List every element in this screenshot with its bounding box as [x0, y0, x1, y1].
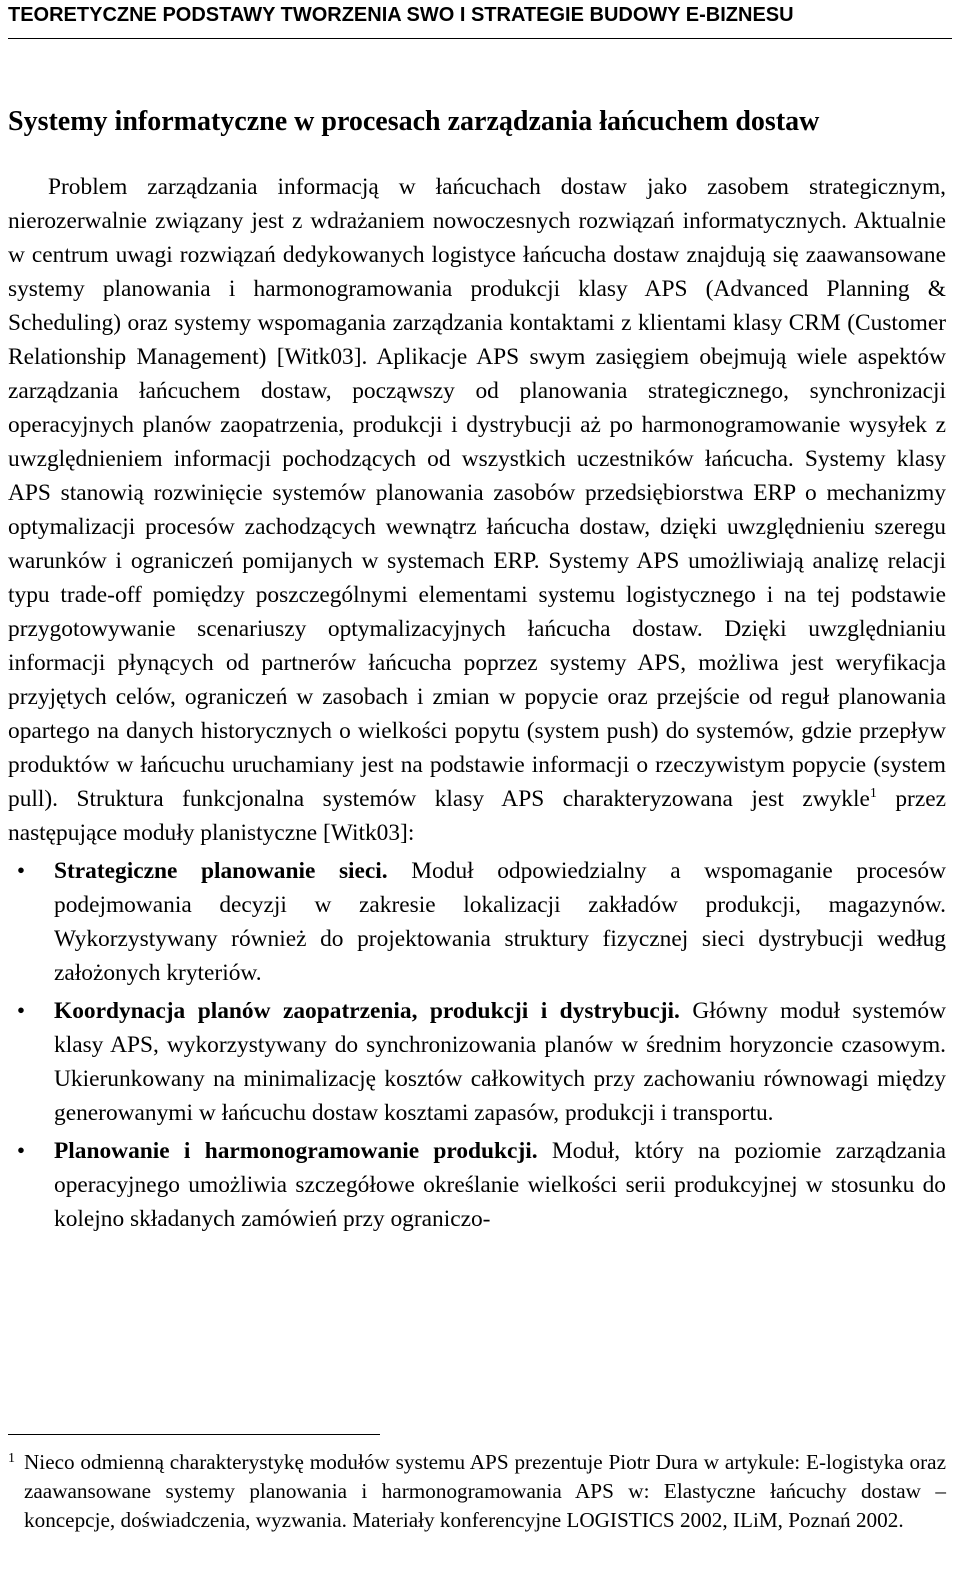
bullet-icon: •	[16, 858, 26, 884]
paragraph-text-continued: przez następujące moduły planistyczne [Witk03]:	[8, 786, 946, 846]
list-item-description: Główny moduł systemów klasy APS, wykorzystywany do synchronizowania planów w średnim horyzoncie czasowym. Ukierunkowany na minimalizację kosztów całkowitych przy zachowaniu równowagi między generowanymi w łańcuchu dostaw kosztami zapasów, produkcji i transportu.	[54, 998, 946, 1126]
list-item-description: Moduł odpowiedzialny a wspomaganie procesów podejmowania decyzji w zakresie lokalizacji zakładów produkcji, magazynów. Wykorzystywany również do projektowania struktury fizycznej sieci dystrybucji według założonych kryteriów.	[54, 858, 947, 986]
list-item	[8, 994, 946, 1130]
body-text	[8, 170, 946, 1236]
header-rule	[8, 38, 952, 39]
list-item-title: Planowanie i harmonogramowanie produkcji.	[54, 1138, 538, 1164]
section-heading: Systemy informatyczne w procesach zarządzania łańcuchem dostaw	[8, 106, 820, 137]
footnote-separator	[8, 1434, 380, 1435]
bullet-icon: •	[16, 998, 26, 1024]
body-paragraph	[8, 170, 946, 850]
list-item-title: Koordynacja planów zaopatrzenia, produkcji i dystrybucji.	[54, 998, 680, 1024]
paragraph-text: Problem zarządzania informacją w łańcuchach dostaw jako zasobem strategicznym, nierozerwalnie związany jest z wdrażaniem nowoczesnych rozwiązań informatycznych. Aktualnie w centrum uwagi rozwiązań dedykowanych logistyce łańcucha dostaw znajdują się zaawansowane systemy planowania i harmonogramowania produkcji klasy APS (Advanced Planning & Scheduling) oraz systemy wspomagania zarządzania kontaktami z klientami klasy CRM (Customer Relationship Management) [Witk03]. Aplikacje APS swym zasięgiem obejmują wiele aspektów zarządzania łańcuchem dostaw, począwszy od planowania strategicznego, synchronizacji operacyjnych planów zaopatrzenia, produkcji i dystrybucji aż po harmonogramowanie wysyłek z uwzględnieniem informacji pochodzących od wszystkich uczestników łańcucha. Systemy klasy APS stanowią rozwinięcie systemów planowania zasobów przedsiębiorstwa ERP o mechanizmy optymalizacji procesów zachodzących wewnątrz łańcucha dostaw, dzięki uwzględnieniu szeregu warunków i ograniczeń pomijanych w systemach ERP. Systemy APS umożliwiają analizę relacji typu trade-off pomiędzy poszczególnymi elementami systemu logistycznego i na tej podstawie przygotowywanie scenariuszy optymalizacyjnych łańcucha dostaw. Dzięki uwzględnianiu informacji płynących od partnerów łańcucha poprzez systemy APS, możliwa jest weryfikacja przyjętych celów, ograniczeń w zasobach i zmian w popycie oraz przejście od reguł planowania opartego na danych historycznych o wielkości popytu (system push) do systemów, gdzie przepływ produktów w łańcuchu uruchamiany jest na podstawie informacji o rzeczywistym popycie (system pull). Struktura funkcjonalna systemów klasy APS charakteryzowana jest zwykle	[8, 174, 946, 812]
footnote-reference[interactable]: 1	[869, 786, 877, 801]
running-header: TEORETYCZNE PODSTAWY TWORZENIA SWO I STRATEGIE BUDOWY E-BIZNESU	[8, 4, 794, 26]
list-item-description: Moduł, który na poziomie zarządzania operacyjnego umożliwia szczegółowe określanie wielkości serii produkcyjnej w stosunku do kolejno składanych zamówień przy ograniczo-	[54, 1138, 946, 1232]
footnote	[8, 1448, 946, 1535]
list-item	[8, 1134, 946, 1236]
list-item-title: Strategiczne planowanie sieci.	[54, 858, 388, 884]
module-list	[8, 854, 946, 1236]
footnote-mark: 1	[8, 1451, 15, 1466]
footnote-text: Nieco odmienną charakterystykę modułów systemu APS prezentuje Piotr Dura w artykule: E-logistyka oraz zaawansowane systemy planowania i harmonogramowania APS w: Elastyczne łańcuchy dostaw – koncepcje, doświadczenia, wyzwania. Materiały konferencyjne LOGISTICS 2002, ILiM, Poznań 2002.	[24, 1450, 946, 1532]
list-item	[8, 854, 946, 990]
bullet-icon: •	[16, 1138, 26, 1164]
